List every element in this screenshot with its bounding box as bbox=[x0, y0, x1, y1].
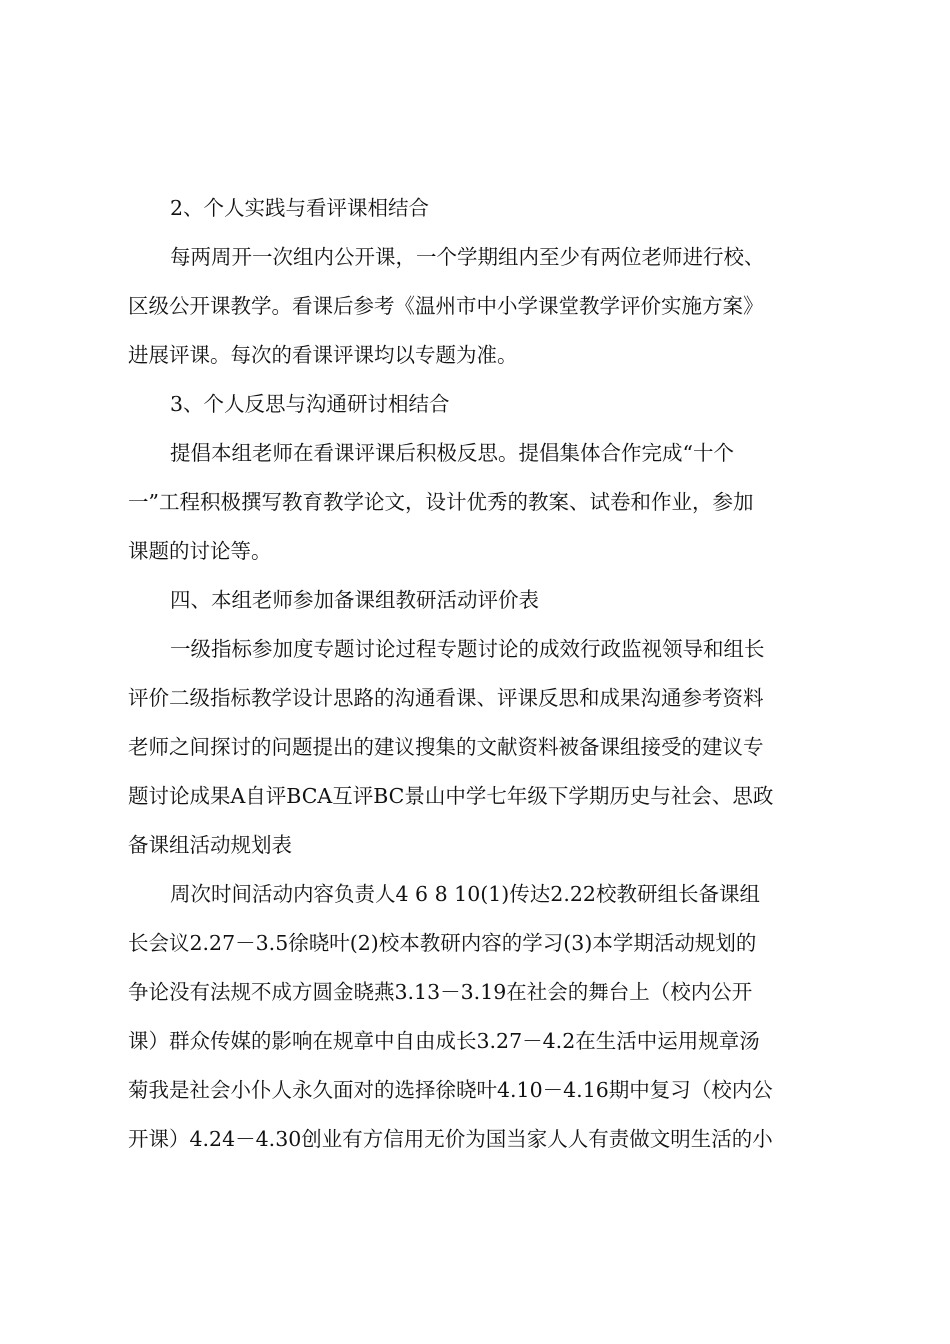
paragraph-line: 菊我是社会小仆人永久面对的选择徐晓叶4.10－4.16期中复习（校内公 bbox=[128, 1078, 773, 1102]
paragraph-line: 争论没有法规不成方圆金晓燕3.13－3.19在社会的舞台上（校内公开 bbox=[128, 980, 753, 1004]
paragraph-line: 老师之间探讨的问题提出的建议搜集的文献资料被备课组接受的建议专 bbox=[128, 735, 764, 759]
paragraph-line: 课）群众传媒的影响在规章中自由成长3.27－4.2在生活中运用规章汤 bbox=[128, 1029, 760, 1053]
paragraph-line: 备课组活动规划表 bbox=[128, 833, 292, 857]
paragraph-line: 课题的讨论等。 bbox=[128, 539, 272, 563]
paragraph-line: 评价二级指标教学设计思路的沟通看课、评课反思和成果沟通参考资料 bbox=[128, 686, 764, 710]
paragraph-line: 进展评课。每次的看课评课均以专题为准。 bbox=[128, 343, 518, 367]
paragraph-line: 一”工程积极撰写教育教学论文，设计优秀的教案、试卷和作业，参加 bbox=[128, 490, 754, 514]
paragraph-line: 提倡本组老师在看课评课后积极反思。提倡集体合作完成“十个 bbox=[170, 441, 734, 465]
paragraph-line: 一级指标参加度专题讨论过程专题讨论的成效行政监视领导和组长 bbox=[170, 637, 765, 661]
paragraph-line: 开课）4.24－4.30创业有方信用无价为国当家人人有责做文明生活的小 bbox=[128, 1127, 773, 1151]
section-heading-3: 3、个人反思与沟通研讨相结合 bbox=[170, 392, 450, 416]
paragraph-line: 题讨论成果A自评BCA互评BC景山中学七年级下学期历史与社会、思政 bbox=[128, 784, 774, 808]
paragraph-line: 每两周开一次组内公开课，一个学期组内至少有两位老师进行校、 bbox=[170, 245, 765, 269]
section-heading-2: 2、个人实践与看评课相结合 bbox=[170, 196, 430, 220]
section-heading-4: 四、本组老师参加备课组教研活动评价表 bbox=[170, 588, 539, 612]
paragraph-line: 区级公开课教学。看课后参考《温州市中小学课堂教学评价实施方案》 bbox=[128, 294, 764, 318]
paragraph-line: 周次时间活动内容负责人4 6 8 10(1)传达2.22校教研组长备课组 bbox=[170, 882, 760, 906]
paragraph-line: 长会议2.27－3.5徐晓叶(2)校本教研内容的学习(3)本学期活动规划的 bbox=[128, 931, 757, 955]
